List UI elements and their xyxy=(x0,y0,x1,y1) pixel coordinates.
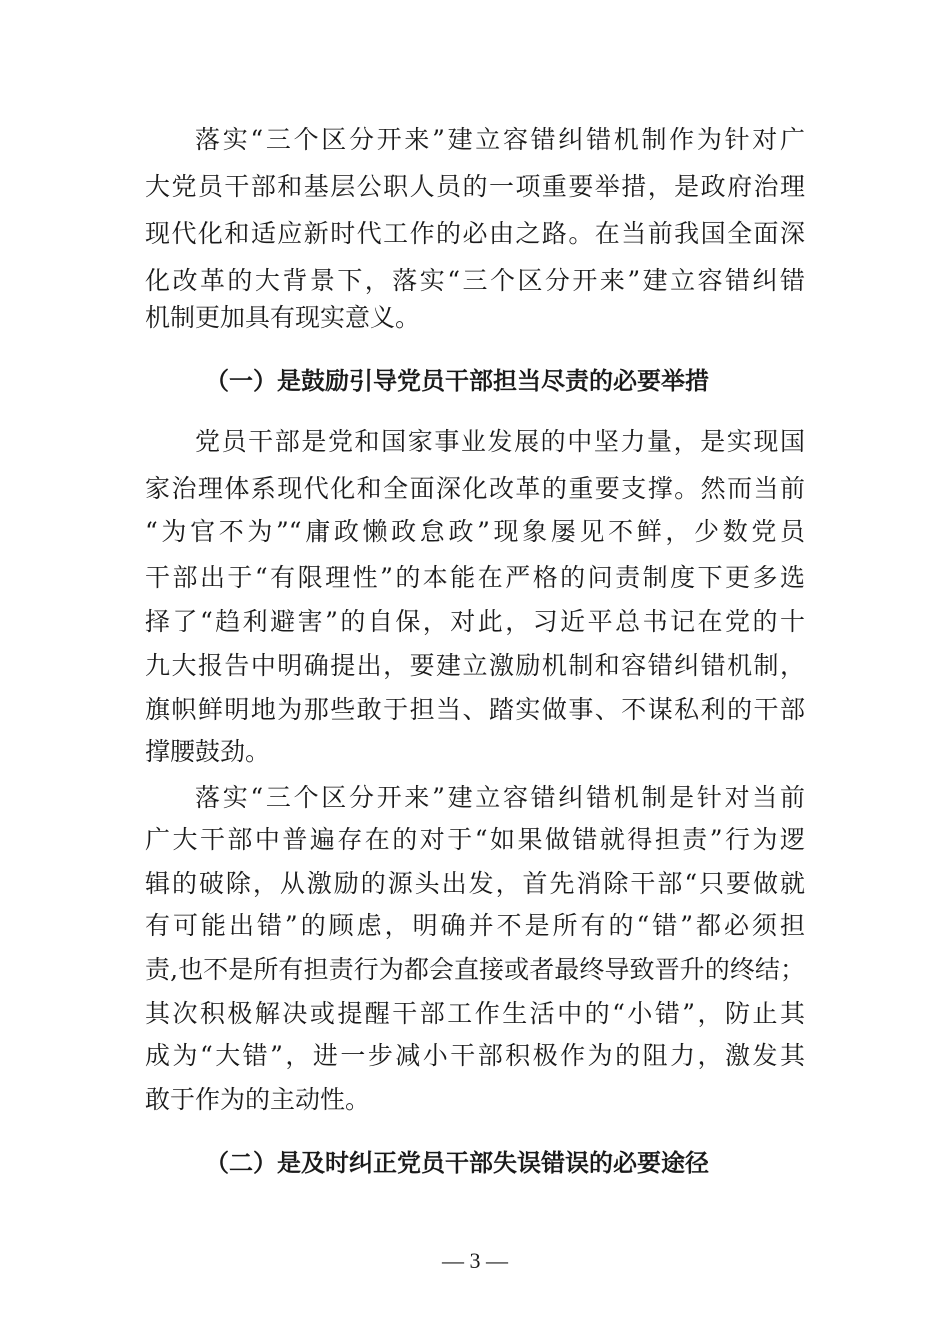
paragraph-3-line-7: 成为“大错”，进一步减小干部积极作为的阻力，激发其 xyxy=(145,1041,805,1070)
paragraph-2-line-7: 旗帜鲜明地为那些敢于担当、踏实做事、不谋私利的干部 xyxy=(145,695,805,724)
paragraph-2-line-8: 撑腰鼓劲。 xyxy=(145,737,271,766)
paragraph-1-line-3: 现代化和适应新时代工作的必由之路。在当前我国全面深 xyxy=(145,219,805,248)
page-number: — 3 — xyxy=(442,1248,508,1273)
paragraph-2-line-1: 党员干部是党和国家事业发展的中坚力量，是实现国 xyxy=(195,427,805,456)
paragraph-2-line-5: 择了“趋利避害”的自保，对此，习近平总书记在党的十 xyxy=(145,607,805,636)
section-heading-2: （二）是及时纠正党员干部失误错误的必要途径 xyxy=(205,1149,709,1177)
paragraph-2-line-2: 家治理体系现代化和全面深化改革的重要支撑。然而当前 xyxy=(145,474,805,503)
paragraph-3-line-8: 敢于作为的主动性。 xyxy=(145,1085,371,1114)
paragraph-3-line-2: 广大干部中普遍存在的对于“如果做错就得担责”行为逻 xyxy=(145,825,805,854)
paragraph-3-line-4: 有可能出错”的顾虑，明确并不是所有的“错”都必须担 xyxy=(145,911,805,940)
paragraph-3-line-5: 责,也不是所有担责行为都会直接或者最终导致晋升的终结； xyxy=(145,955,805,984)
paragraph-2-line-4: 干部出于“有限理性”的本能在严格的问责制度下更多选 xyxy=(145,563,805,592)
paragraph-3-line-3: 辑的破除，从激励的源头出发，首先消除干部“只要做就 xyxy=(145,869,805,898)
paragraph-2-line-6: 九大报告中明确提出，要建立激励机制和容错纠错机制， xyxy=(145,651,805,680)
paragraph-3-line-6: 其次积极解决或提醒干部工作生活中的“小错”，防止其 xyxy=(145,999,805,1028)
paragraph-1-line-4: 化改革的大背景下，落实“三个区分开来”建立容错纠错 xyxy=(145,266,805,295)
paragraph-3-line-1: 落实“三个区分开来”建立容错纠错机制是针对当前 xyxy=(195,783,805,812)
paragraph-2-line-3: “为官不为”“庸政懒政怠政”现象屡见不鲜，少数党员 xyxy=(145,517,805,546)
paragraph-1-line-5: 机制更加具有现实意义。 xyxy=(145,303,421,332)
paragraph-1-line-2: 大党员干部和基层公职人员的一项重要举措，是政府治理 xyxy=(145,172,805,201)
paragraph-1-line-1: 落实“三个区分开来”建立容错纠错机制作为针对广 xyxy=(195,125,805,154)
section-heading-1: （一）是鼓励引导党员干部担当尽责的必要举措 xyxy=(205,367,709,395)
